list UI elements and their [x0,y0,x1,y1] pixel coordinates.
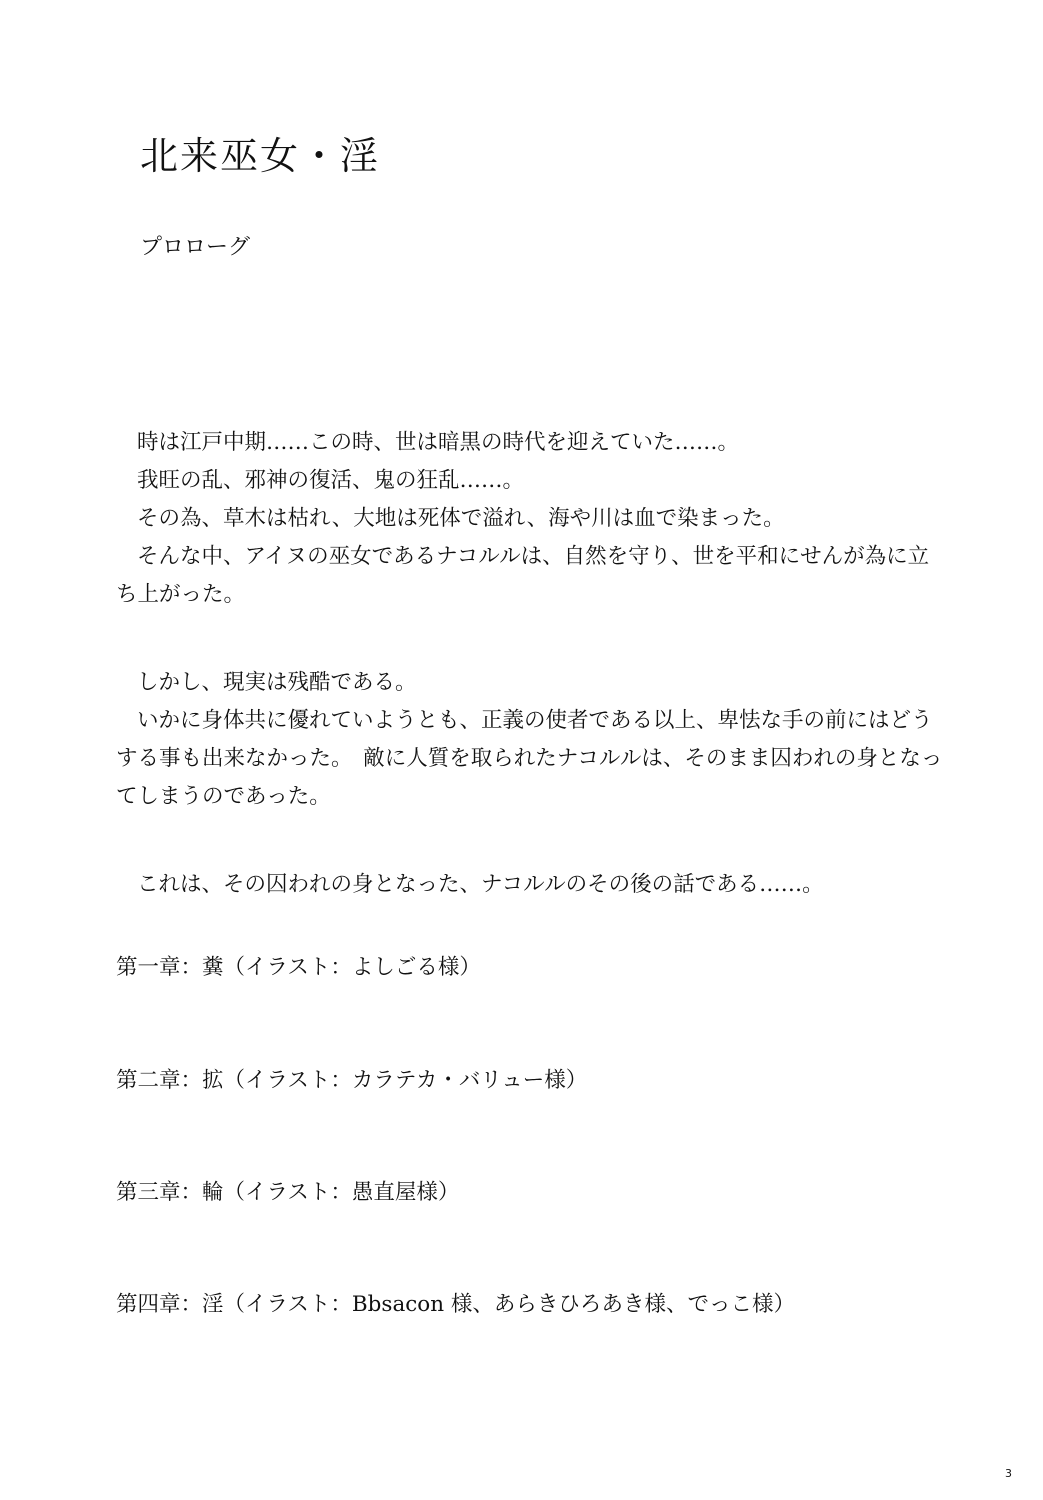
chapter-entry: 第三章：輪（イラスト：愚直屋様） [116,1180,460,1205]
page-number: 3 [1005,1467,1012,1480]
chapter-entry: 第一章：糞（イラスト：よしごる様） [116,955,481,980]
paragraph: これは、その囚われの身となった、ナコルルのその後の話である……。 [137,872,824,897]
chapter-entry: 第四章：淫（イラスト：Bbsacon 様、あらきひろあき様、でっこ様） [116,1292,795,1317]
document-title: 北来巫女・淫 [140,134,381,178]
paragraph-spacer [116,816,946,866]
prologue-text [116,424,946,904]
paragraph: その為、草木は枯れ、大地は死体で溢れ、海や川は血で染まった。 [137,506,785,531]
paragraph: そんな中、アイヌの巫女であるナコルルは、自然を守り、世を平和にせんが為に立ち上がった。 [116,544,930,607]
paragraph: いかに身体共に優れていようとも、正義の使者である以上、卑怯な手の前にはどうする事も出来なかった。 敵に人質を取られたナコルルは、そのまま囚われの身となってしまうのであった。 [116,708,943,809]
paragraph: 我旺の乱、邪神の復活、鬼の狂乱……。 [137,468,525,493]
prologue-heading: プロローグ [140,235,251,260]
chapter-entry: 第二章：拡（イラスト：カラテカ・バリュー様） [116,1068,588,1093]
paragraph: しかし、現実は残酷である。 [137,670,417,695]
paragraph: 時は江戸中期……この時、世は暗黒の時代を迎えていた……。 [137,430,740,455]
paragraph-spacer [116,614,946,664]
